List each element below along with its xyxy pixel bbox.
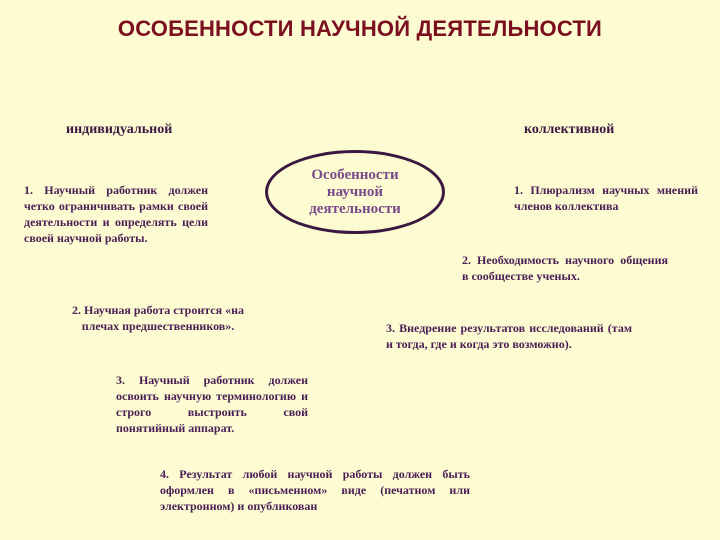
collective-item-3: 3. Внедрение результатов исследований (там и тогда, где и когда это возможно). (386, 321, 632, 351)
individual-item-2: 2. Научная работа строится «на плечах предшественников». (71, 303, 245, 333)
individual-item-1: 1. Научный работник должен четко ограничивать рамки своей деятельности и определять цели своей научной работы. (24, 183, 208, 245)
collective-item-2: 2. Необходимость научного общения в сообществе ученых. (462, 253, 668, 283)
center-oval (265, 150, 445, 234)
individual-item-4: 4. Результат любой научной работы должен быть оформлен в «письменном» виде (печатном или электронном) и опубликован (160, 467, 470, 513)
individual-item-3: 3. Научный работник должен освоить научную терминологию и строго выстроить свой понятийный аппарат. (116, 373, 308, 435)
collective-item-1: 1. Плюрализм научных мнений членов коллектива (514, 183, 698, 213)
center-label: Особенности научной деятельности (309, 166, 401, 217)
individual-header: индивидуальной (66, 122, 173, 137)
collective-header: коллективной (524, 122, 615, 137)
page-title: ОСОБЕННОСТИ НАУЧНОЙ ДЕЯТЕЛЬНОСТИ (117, 16, 603, 41)
